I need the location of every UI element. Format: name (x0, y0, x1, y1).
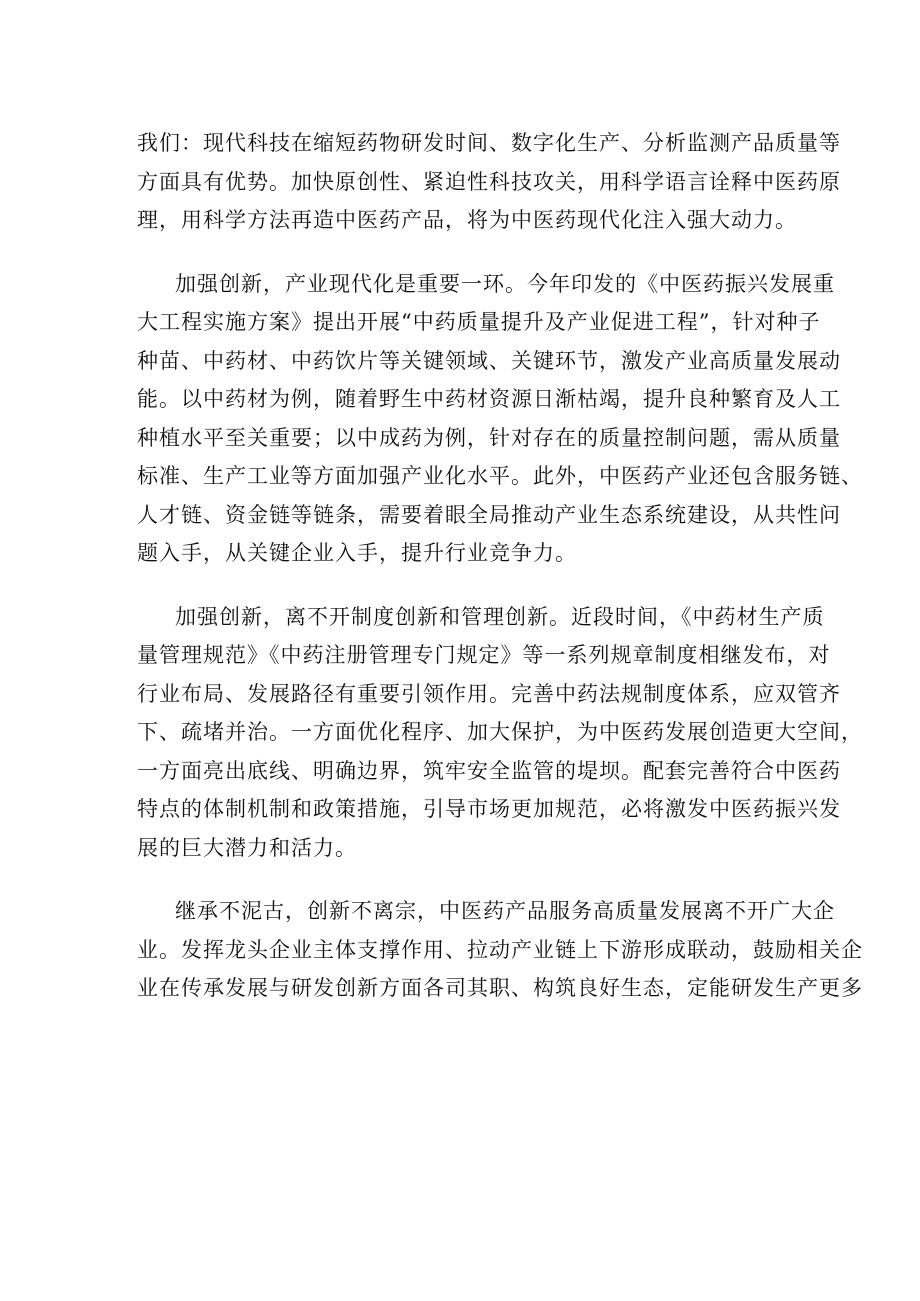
text-line: 人才链、资金链等链条，需要着眼全局推动产业生态系统建设，从共性问 (137, 502, 841, 527)
text-line: 方面具有优势。加快原创性、紧迫性科技攻关，用科学语言诠释中医药原 (137, 169, 841, 194)
text-line: 下、疏堵并治。一方面优化程序、加大保护，为中医药发展创造更大空间， (137, 720, 863, 744)
text-line: 特点的体制机制和政策措施，引导市场更加规范，必将激发中医药振兴发 (137, 797, 841, 821)
text-line: 加强创新，离不开制度创新和管理创新。近段时间，《中药材生产质 (175, 604, 825, 629)
text-line: 种植水平至关重要；以中成药为例，针对存在的质量控制问题，需从质量 (137, 425, 841, 450)
paragraph-1 (137, 124, 841, 240)
text-line: 业在传承发展与研发创新方面各司其职、构筑良好生态，定能研发生产更多 (137, 976, 863, 1000)
text-line: 继承不泥古，创新不离宗，中医药产品服务高质量发展离不开广大企 (175, 899, 835, 923)
text-line: 题入手，从关键企业入手，提升行业竞争力。 (137, 541, 577, 565)
text-line: 理，用科学方法再造中医药产品，将为中医药现代化注入强大动力。 (137, 208, 797, 232)
text-line: 一方面亮出底线、明确边界，筑牢安全监管的堤坝。配套完善符合中医药 (137, 758, 841, 783)
text-line: 加强创新，产业现代化是重要一环。今年印发的《中医药振兴发展重 (175, 271, 835, 296)
paragraph-4 (137, 892, 863, 1008)
text-line: 能。以中药材为例，随着野生中药材资源日渐枯竭，提升良种繁育及人工 (137, 387, 841, 411)
text-line: 业。发挥龙头企业主体支撑作用、拉动产业链上下游形成联动，鼓励相关企 (137, 937, 863, 962)
paragraph-3 (137, 598, 863, 868)
text-line: 种苗、中药材、中药饮片等关键领域、关键环节，激发产业高质量发展动 (137, 348, 841, 373)
text-line: 标准、生产工业等方面加强产业化水平。此外，中医药产业还包含服务链、 (137, 464, 863, 488)
text-line: 我们：现代科技在缩短药物研发时间、数字化生产、分析监测产品质量等 (137, 131, 841, 155)
text-line: 量管理规范》《中药注册管理专门规定》等一系列规章制度相继发布，对 (137, 643, 831, 667)
text-line: 行业布局、发展路径有重要引领作用。完善中药法规制度体系，应双管齐 (137, 681, 841, 706)
text-line: 展的巨大潜力和活力。 (137, 835, 357, 860)
document-page (137, 124, 863, 1033)
paragraph-2 (137, 265, 863, 573)
text-line: 大工程实施方案》提出开展“中药质量提升及产业促进工程”，针对种子 (137, 310, 821, 334)
